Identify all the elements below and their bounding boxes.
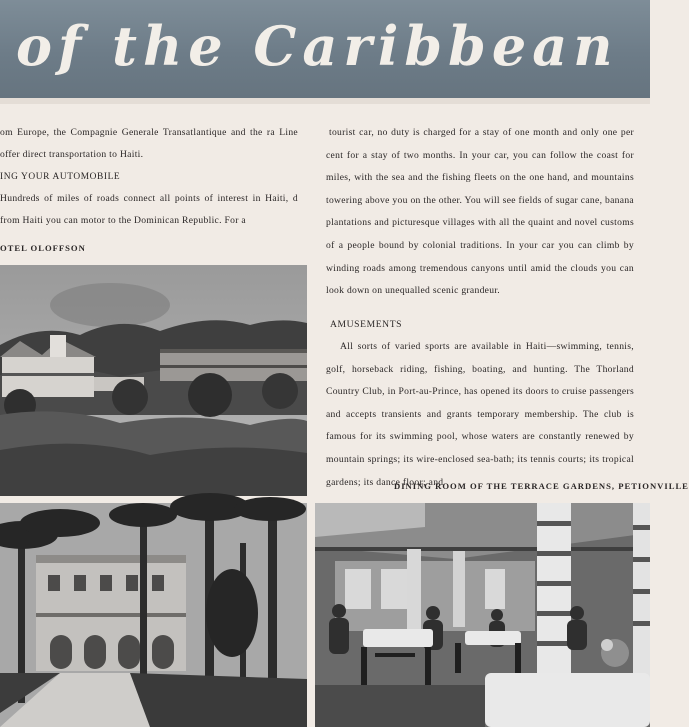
page-divider — [0, 98, 650, 104]
hotel-oloffson-photo — [0, 265, 307, 496]
touring-paragraph: tourist car, no duty is charged for a stay of one month and only one per cent for a stay of two months. In your car, you can follow the coast for miles, with the sea and the fishing fleets on the one hand, and mountains towering above you on the other. You will see fields of sugar cane, banana plantations and picturesque villages with all the quaint and novel customs of a people bound by colonial traditions. In your car you can climb by winding roads among tremendous canyons until amid the clouds you can look down on unequalled scenic grandeur. — [326, 127, 634, 297]
amusements-heading: AMUSEMENTS — [330, 319, 403, 330]
automobile-heading: ING YOUR AUTOMOBILE — [0, 172, 121, 182]
title-banner — [0, 0, 650, 98]
roads-paragraph: Hundreds of miles of roads connect all points of interest in Haiti, d from Haiti you can motor to the Dominican Republic. For a — [0, 193, 298, 226]
hotel-oloffson-caption: OTEL OLOFFSON — [0, 243, 86, 253]
dining-room-photo — [315, 503, 650, 727]
palm-driveway-photo — [0, 503, 307, 727]
transport-paragraph: om Europe, the Compagnie Generale Transatlantique and the ra Line offer direct transportation to Haiti. — [0, 127, 298, 160]
page-title: of the Caribbean — [16, 14, 619, 78]
dining-room-caption: DINING ROOM OF THE TERRACE GARDENS, PETIONVILLE — [394, 481, 689, 491]
amusements-paragraph: All sorts of varied sports are available in Haiti—swimming, tennis, golf, horseback riding, fishing, boating, and hunting. The Thorland Country Club, in Port-au-Prince, has opened its doors to cruise passengers and accepts transients and grants temporary membership. The club is famous for its swimming pool, whose waters are constantly renewed by mountain springs; its wire-enclosed sea-bath; its tennis courts; its tropical gardens; its dance floor; and — [326, 341, 634, 488]
